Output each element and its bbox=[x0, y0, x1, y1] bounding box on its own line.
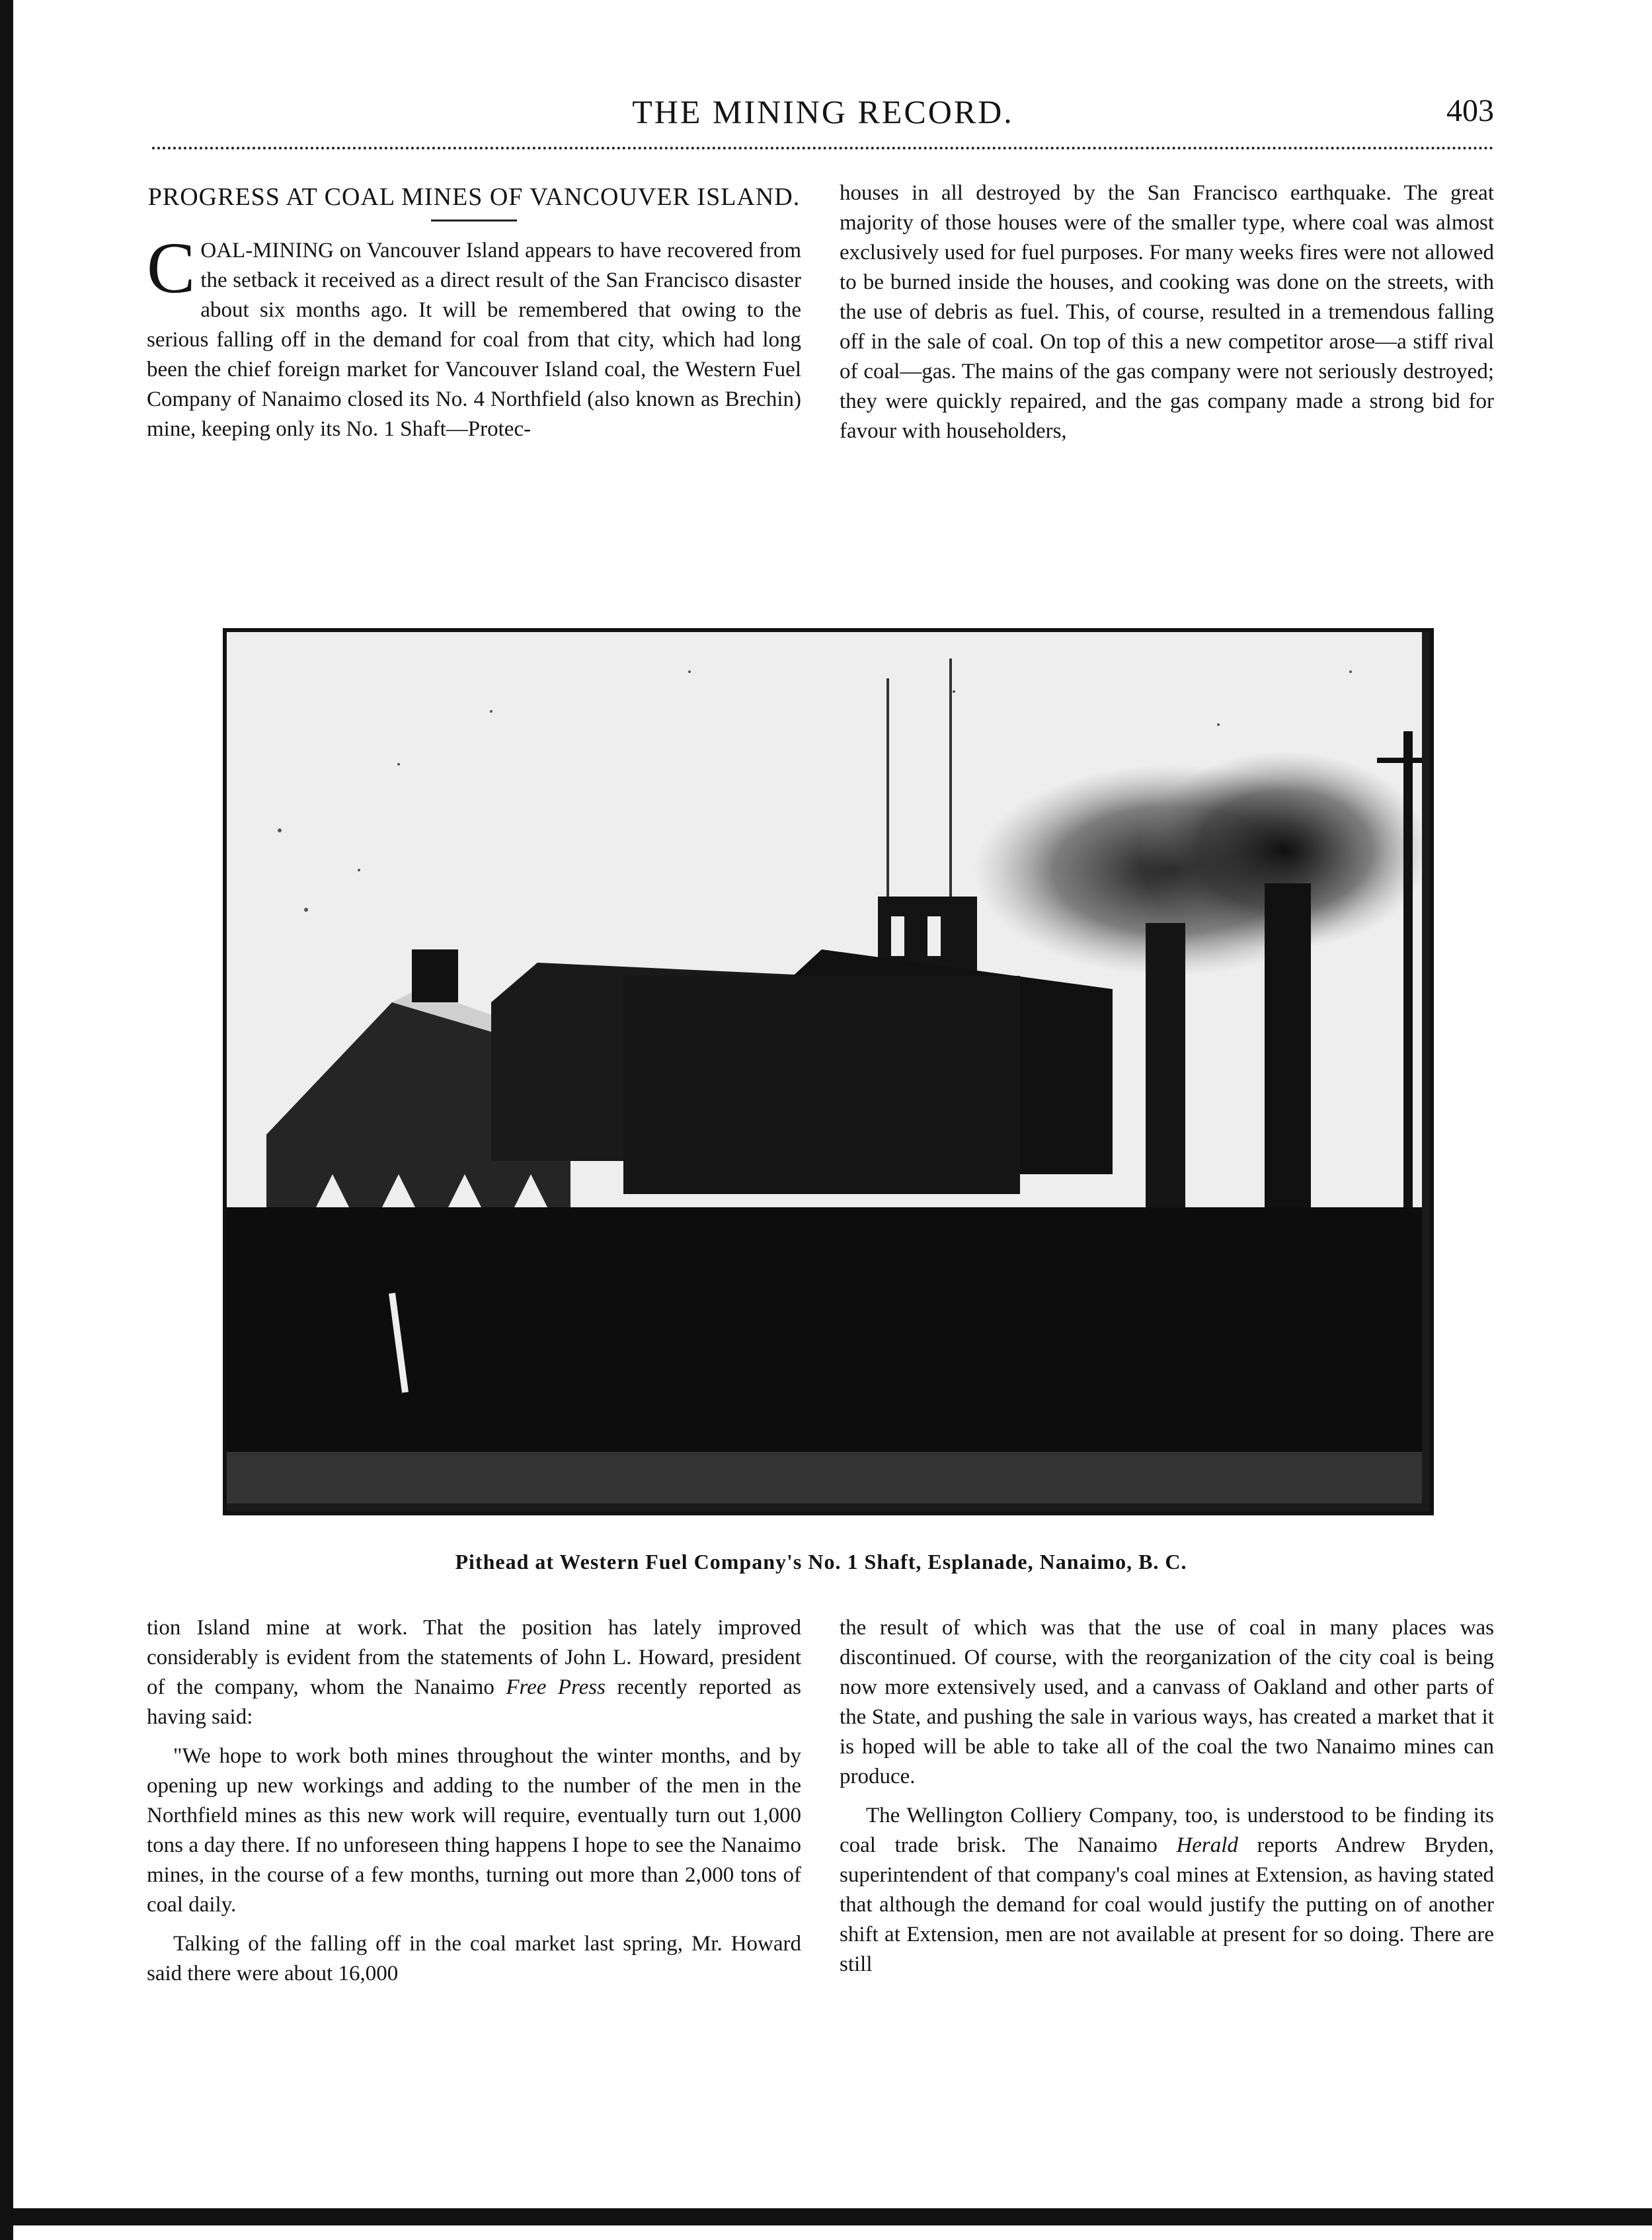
paragraph-text: OAL-MINING on Vancouver Island appears to have recovered from the setback it received as a direct result of the San Francisco disaster about six months ago. It will be remembered that owing to the serious falling off in the demand for coal from that city, which had long been the chief foreign market for Vancouver Island coal, the Western Fuel Company of Nanaimo closed its No. 4 Northfield (also known as Brechin) mine, keeping only its No. 1 Shaft—Protec- bbox=[147, 239, 801, 441]
pithead-photo-illustration bbox=[227, 632, 1422, 1503]
column-top-right bbox=[840, 179, 1494, 456]
article-title: PROGRESS AT COAL MINES OF VANCOUVER ISLAND. bbox=[147, 183, 801, 211]
page-number: 403 bbox=[1446, 93, 1494, 128]
drop-cap: C bbox=[147, 227, 196, 308]
newspaper-name: Free Press bbox=[506, 1675, 606, 1699]
paragraph-text: reports Andrew Bryden, superintendent of that company's coal mines at Extension, as having stated that although the demand for coal would justify the putting on of another shift at Extension, men are not available at present for so doing. There are still bbox=[840, 1833, 1495, 1976]
column-bottom-left bbox=[147, 1613, 801, 1998]
column-top-left bbox=[147, 179, 801, 454]
page-header bbox=[152, 93, 1494, 139]
page-left-edge-rule bbox=[0, 0, 13, 2240]
title-rule bbox=[431, 220, 517, 221]
running-title: THE MINING RECORD. bbox=[632, 93, 1014, 130]
paragraph: "We hope to work both mines throughout the winter months, and by opening up new workings and adding to the number of the men in the Northfield mines as this new work will require, eventually turn out 1,000 tons a day there. If no unforeseen thing happens I hope to see the Nanaimo mines, in the course of a few months, turning out more than 2,000 tons of coal daily. bbox=[147, 1744, 801, 1917]
paragraph bbox=[840, 1801, 1494, 1980]
newspaper-name: Herald bbox=[1176, 1833, 1238, 1857]
paragraph bbox=[147, 1613, 801, 1732]
page-bottom-rule bbox=[0, 2208, 1652, 2225]
paragraph-text: recently reported as having said: bbox=[147, 1675, 801, 1729]
paragraph: houses in all destroyed by the San Francisco earthquake. The great majority of those houses were of the smaller type, where coal was almost exclusively used for fuel purposes. For many weeks fires were not allowed to be burned inside the houses, and cooking was done on the streets, with the use of debris as fuel. This, of course, resulted in a tremendous falling off in the sale of coal. On top of this a new competitor arose—a stiff rival of coal—gas. The mains of the gas company were not seriously destroyed; they were quickly repaired, and the gas company made a strong bid for favour with householders, bbox=[840, 181, 1494, 443]
photo-caption: Pithead at Western Fuel Company's No. 1 Shaft, Esplanade, Nanaimo, B. C. bbox=[455, 1550, 1187, 1574]
paragraph: Talking of the falling off in the coal market last spring, Mr. Howard said there were about 16,000 bbox=[147, 1932, 801, 1985]
header-rule bbox=[152, 147, 1494, 149]
paragraph-text: The Wellington Colliery Company, too, is understood to be finding its coal trade brisk. The Nanaimo bbox=[840, 1804, 1494, 1857]
paragraph-text: tion Island mine at work. That the position has lately improved considerably is evident from the statements of John L. Howard, president of the company, whom the Nanaimo bbox=[147, 1616, 801, 1699]
column-bottom-right bbox=[840, 1613, 1494, 1989]
paragraph: the result of which was that the use of coal in many places was discontinued. Of course, with the reorganization of the city coal is being now more extensively used, and a canvass of Oakland and other parts of the State, and pushing the sale in various ways, has created a market that it is hoped will be able to take all of the coal the two Nanaimo mines can produce. bbox=[840, 1616, 1494, 1788]
paragraph bbox=[147, 227, 801, 444]
pithead-photograph bbox=[223, 628, 1434, 1515]
